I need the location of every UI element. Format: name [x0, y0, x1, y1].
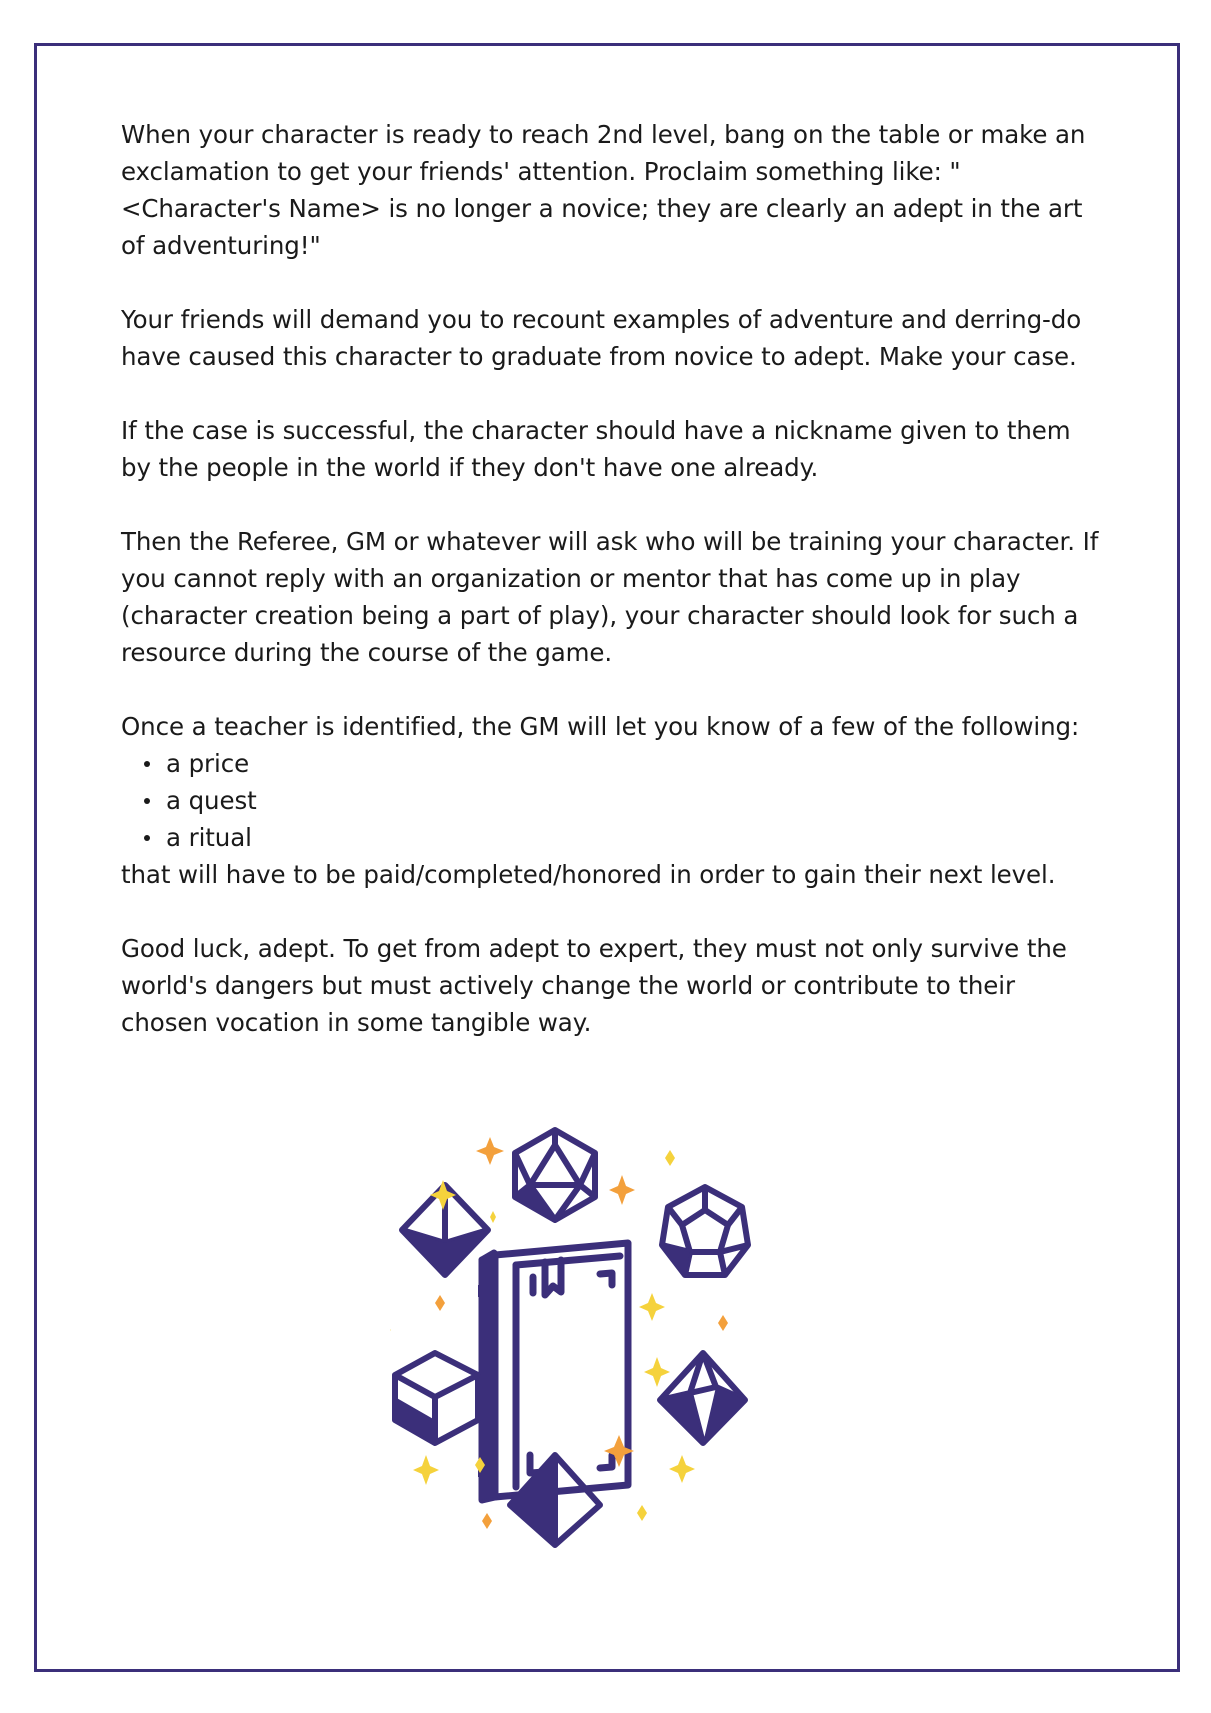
- paragraph-teacher: Once a teacher is identified, the GM will let you know of a few of the following:: [121, 712, 1080, 741]
- paragraph-after-list: that will have to be paid/completed/honored in order to gain their next level.: [121, 860, 1056, 889]
- requirements-list: [121, 745, 1101, 856]
- list-item: a price: [166, 745, 1101, 782]
- list-item: a ritual: [166, 819, 1101, 856]
- paragraph-training: Then the Referee, GM or whatever will ask who will be training your character. If you cannot reply with an organization or mentor that has come up in play (character creation being a part of play), your character should look for such a resource during the course of the game.: [121, 527, 1099, 667]
- sparkle-icons: [390, 1137, 728, 1529]
- d20-icon: [515, 1130, 595, 1220]
- paragraph-recount: Your friends will demand you to recount examples of adventure and derring-do have caused this character to graduate from novice to adept. Make your case.: [121, 305, 1082, 371]
- document-body: [121, 116, 1101, 1078]
- paragraph-level-up: When your character is ready to reach 2nd level, bang on the table or make an exclamation to get your friends' attention. Proclaim something like: "<Character's Name> is no longer a novice; they are clearly an adept in the art of adventuring!": [121, 120, 1086, 260]
- book-spine: [482, 1253, 494, 1500]
- d6-shade: [395, 1397, 435, 1443]
- book-and-dice-icon: [390, 1125, 830, 1595]
- paragraph-closing: Good luck, adept. To get from adept to expert, they must not only survive the world's dangers but must actively change the world or contribute to their chosen vocation in some tangible way.: [121, 934, 1067, 1037]
- d6-icon: [395, 1353, 478, 1443]
- list-item: a quest: [166, 782, 1101, 819]
- paragraph-nickname: If the case is successful, the character should have a nickname given to them by the people in the world if they don't have one already.: [121, 416, 1071, 482]
